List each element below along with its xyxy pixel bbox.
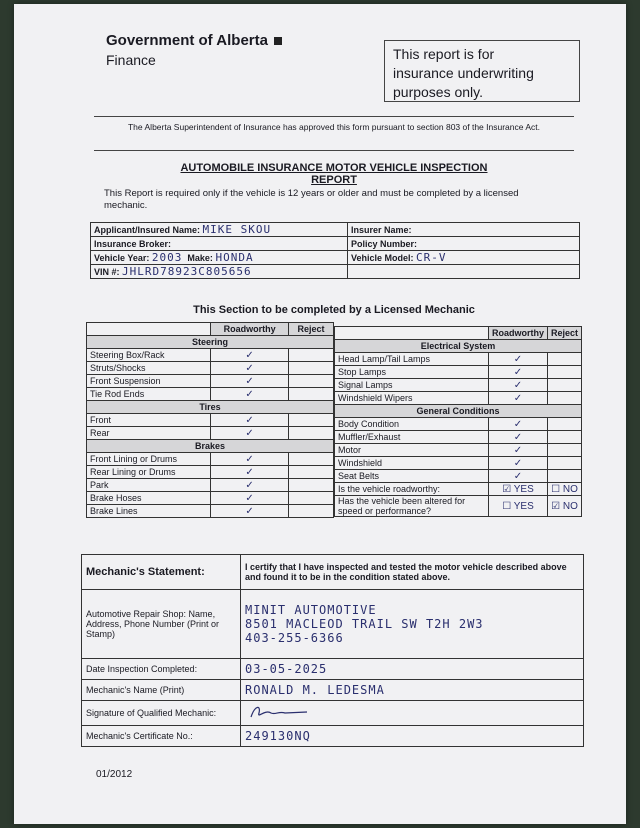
reject-check[interactable] xyxy=(289,349,334,362)
roadworthy-check[interactable]: ✓ xyxy=(211,505,289,518)
mechanic-name[interactable]: RONALD M. LEDESMA xyxy=(241,680,584,701)
reject-check[interactable] xyxy=(289,375,334,388)
signature-image xyxy=(245,703,315,721)
reject-check[interactable] xyxy=(547,353,581,366)
roadworthy-header: Roadworthy xyxy=(211,323,289,336)
roadworthy-header: Roadworthy xyxy=(488,327,547,340)
reject-check[interactable] xyxy=(547,379,581,392)
inspection-row xyxy=(87,362,334,375)
roadworthy-check[interactable]: ✓ xyxy=(211,453,289,466)
roadworthy-question-label: Is the vehicle roadworthy: xyxy=(335,483,489,496)
left-inspection-table xyxy=(86,322,334,518)
divider xyxy=(94,150,574,151)
reject-check[interactable] xyxy=(547,431,581,444)
roadworthy-check[interactable]: ✓ xyxy=(488,470,547,483)
roadworthy-check[interactable]: ✓ xyxy=(488,457,547,470)
roadworthy-check[interactable]: ✓ xyxy=(488,418,547,431)
inspection-row xyxy=(335,431,582,444)
item-label: Park xyxy=(87,479,211,492)
reject-check[interactable] xyxy=(289,427,334,440)
inspection-row xyxy=(87,453,334,466)
roadworthy-check[interactable]: ✓ xyxy=(211,362,289,375)
vehicle-year[interactable]: 2003 xyxy=(151,251,183,264)
header-spacer xyxy=(335,327,489,340)
reject-header: Reject xyxy=(289,323,334,336)
inspection-row xyxy=(87,414,334,427)
statement-text: I certify that I have inspected and tested the motor vehicle described above and found it to be in the condition stated above. xyxy=(241,555,584,590)
roadworthy-check[interactable]: ✓ xyxy=(211,466,289,479)
signature-field[interactable] xyxy=(241,701,584,726)
altered-question-label: Has the vehicle been altered for speed or performance? xyxy=(335,496,489,517)
mechanic-statement-table xyxy=(81,554,584,747)
item-label: Front Lining or Drums xyxy=(87,453,211,466)
reject-check[interactable] xyxy=(547,418,581,431)
reject-check[interactable] xyxy=(289,453,334,466)
inspection-row xyxy=(87,375,334,388)
form-page xyxy=(14,4,626,824)
inspection-row xyxy=(87,388,334,401)
item-label: Struts/Shocks xyxy=(87,362,211,375)
item-label: Body Condition xyxy=(335,418,489,431)
inspection-row xyxy=(335,444,582,457)
signature-label: Signature of Qualified Mechanic: xyxy=(82,701,241,726)
no-checkbox[interactable]: ☑ NO xyxy=(547,496,581,517)
item-label: Stop Lamps xyxy=(335,366,489,379)
reject-check[interactable] xyxy=(547,366,581,379)
no-checkbox[interactable]: ☐ NO xyxy=(547,483,581,496)
inspection-row xyxy=(87,349,334,362)
certificate-number[interactable]: 249130NQ xyxy=(241,726,584,747)
form-number: 01/2012 xyxy=(96,769,133,780)
item-label: Muffler/Exhaust xyxy=(335,431,489,444)
inspection-row xyxy=(335,379,582,392)
reject-check[interactable] xyxy=(289,414,334,427)
vehicle-make[interactable]: HONDA xyxy=(215,251,254,264)
altered-question xyxy=(335,496,582,517)
intro-text: This Report is required only if the vehicle is 12 years or older and must be completed by a licensed mechanic. xyxy=(104,188,519,211)
item-label: Windshield Wipers xyxy=(335,392,489,405)
section-title: This Section to be completed by a Licensed Mechanic xyxy=(193,304,475,316)
divider xyxy=(94,116,574,117)
form-title: AUTOMOBILE INSURANCE MOTOR VEHICLE INSPECTION REPORT xyxy=(180,162,488,186)
inspection-row xyxy=(335,366,582,379)
yes-checkbox[interactable]: ☑ YES xyxy=(488,483,547,496)
inspection-row xyxy=(87,505,334,518)
shop-label: Automotive Repair Shop: Name, Address, Phone Number (Print or Stamp) xyxy=(82,590,241,659)
alberta-logo-mark xyxy=(274,37,282,45)
item-label: Brake Lines xyxy=(87,505,211,518)
roadworthy-check[interactable]: ✓ xyxy=(488,444,547,457)
reject-check[interactable] xyxy=(547,457,581,470)
certificate-label: Mechanic's Certificate No.: xyxy=(82,726,241,747)
underwriting-notice: This report is for insurance underwriting purposes only. xyxy=(384,40,580,102)
reject-check[interactable] xyxy=(289,479,334,492)
mechanic-name-label: Mechanic's Name (Print) xyxy=(82,680,241,701)
item-label: Brake Hoses xyxy=(87,492,211,505)
date-label: Date Inspection Completed: xyxy=(82,659,241,680)
vehicle-model[interactable]: CR-V xyxy=(416,251,447,264)
item-label: Windshield xyxy=(335,457,489,470)
reject-check[interactable] xyxy=(289,388,334,401)
item-label: Tie Rod Ends xyxy=(87,388,211,401)
reject-header: Reject xyxy=(547,327,581,340)
approval-text: The Alberta Superintendent of Insurance has approved this form pursuant to section 803 of the Insurance Act. xyxy=(127,122,541,132)
item-label: Seat Belts xyxy=(335,470,489,483)
group-header: General Conditions xyxy=(335,405,582,418)
header-spacer xyxy=(87,323,211,336)
item-label: Steering Box/Rack xyxy=(87,349,211,362)
item-label: Motor xyxy=(335,444,489,457)
item-label: Signal Lamps xyxy=(335,379,489,392)
inspection-row xyxy=(335,418,582,431)
reject-check[interactable] xyxy=(547,392,581,405)
reject-check[interactable] xyxy=(547,470,581,483)
roadworthy-check[interactable]: ✓ xyxy=(211,492,289,505)
shop-field[interactable]: MINIT AUTOMOTIVE 8501 MACLEOD TRAIL SW T2H 2W3 403-255-6366 xyxy=(241,590,584,659)
statement-label: Mechanic's Statement: xyxy=(82,555,241,590)
item-label: Front Suspension xyxy=(87,375,211,388)
item-label: Rear xyxy=(87,427,211,440)
roadworthy-check[interactable]: ✓ xyxy=(211,349,289,362)
group-header: Steering xyxy=(87,336,334,349)
roadworthy-check[interactable]: ✓ xyxy=(488,379,547,392)
inspection-row xyxy=(335,470,582,483)
inspection-date[interactable]: 03-05-2025 xyxy=(241,659,584,680)
right-inspection-table xyxy=(334,326,582,517)
roadworthy-question xyxy=(335,483,582,496)
org-name: Government of Alberta xyxy=(106,32,282,49)
group-header: Tires xyxy=(87,401,334,414)
inspection-row xyxy=(87,492,334,505)
roadworthy-check[interactable]: ✓ xyxy=(488,366,547,379)
reject-check[interactable] xyxy=(289,362,334,375)
department: Finance xyxy=(106,52,156,68)
roadworthy-check[interactable]: ✓ xyxy=(211,388,289,401)
vehicle-info-table: Applicant/Insured Name: MIKE SKOU Insurer Name: Insurance Broker: Policy Number: Vehicle Year: 2003 Make: HONDA Vehicle Model: CR-V VIN #: JHLRD78923C805656 xyxy=(90,222,580,279)
inspection-row xyxy=(335,457,582,470)
reject-check[interactable] xyxy=(289,492,334,505)
roadworthy-check[interactable]: ✓ xyxy=(488,392,547,405)
roadworthy-check[interactable]: ✓ xyxy=(211,427,289,440)
reject-check[interactable] xyxy=(289,466,334,479)
group-header: Electrical System xyxy=(335,340,582,353)
item-label: Head Lamp/Tail Lamps xyxy=(335,353,489,366)
inspection-row xyxy=(335,392,582,405)
vin-number[interactable]: JHLRD78923C805656 xyxy=(122,265,252,278)
inspection-row xyxy=(87,479,334,492)
applicant-name[interactable]: MIKE SKOU xyxy=(202,223,272,236)
roadworthy-check[interactable]: ✓ xyxy=(488,353,547,366)
inspection-row xyxy=(335,353,582,366)
reject-check[interactable] xyxy=(547,444,581,457)
reject-check[interactable] xyxy=(289,505,334,518)
yes-checkbox[interactable]: ☐ YES xyxy=(488,496,547,517)
roadworthy-check[interactable]: ✓ xyxy=(211,479,289,492)
roadworthy-check[interactable]: ✓ xyxy=(488,431,547,444)
group-header: Brakes xyxy=(87,440,334,453)
roadworthy-check[interactable]: ✓ xyxy=(211,375,289,388)
inspection-row xyxy=(87,466,334,479)
roadworthy-check[interactable]: ✓ xyxy=(211,414,289,427)
item-label: Front xyxy=(87,414,211,427)
inspection-row xyxy=(87,427,334,440)
item-label: Rear Lining or Drums xyxy=(87,466,211,479)
